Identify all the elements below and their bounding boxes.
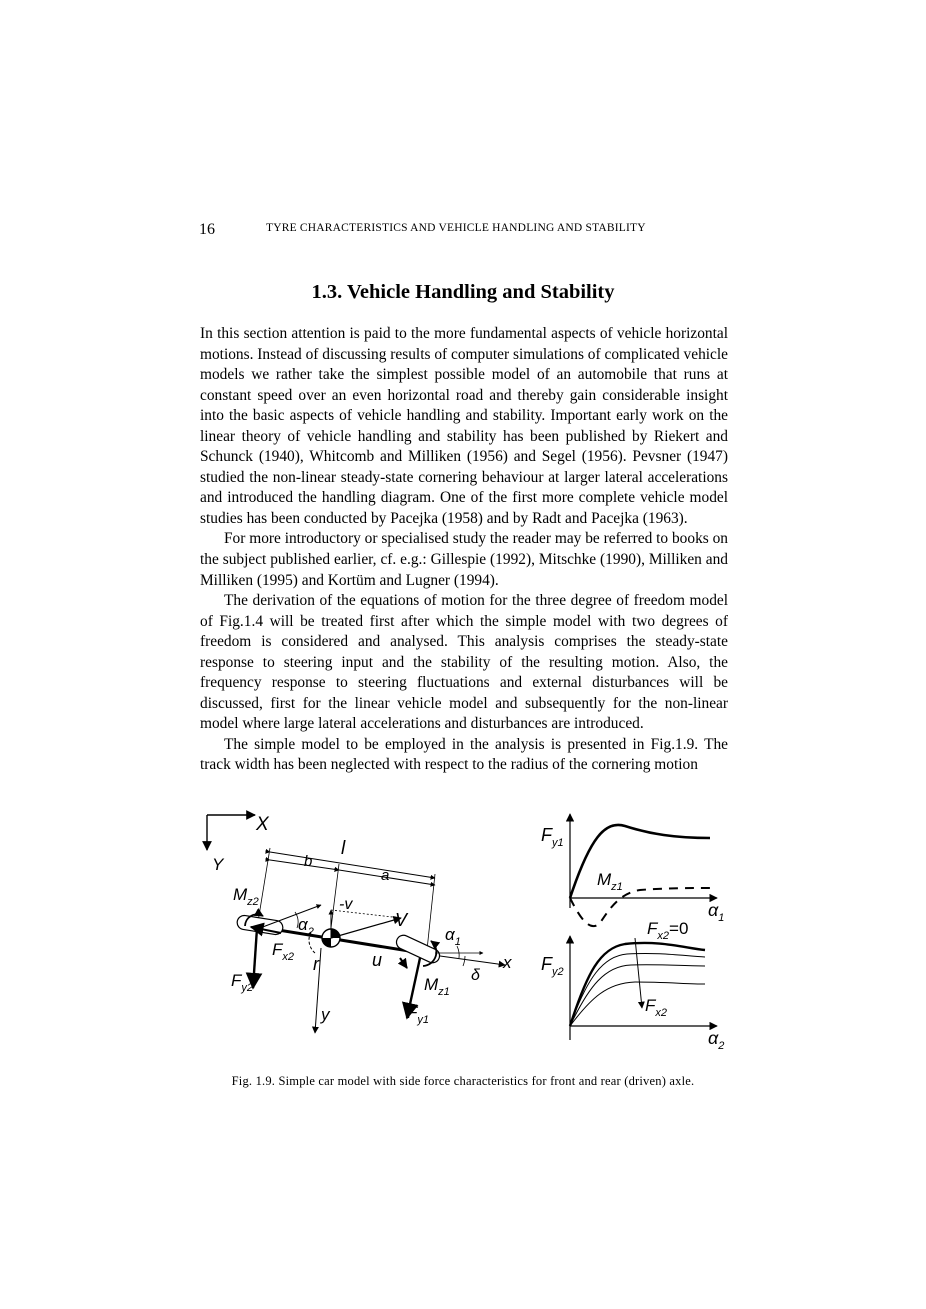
figure-caption: Fig. 1.9. Simple car model with side force characteristics for front and rear (driven) axle. (231, 1074, 695, 1088)
label-Fx2: $F_{x2}$ (272, 940, 295, 963)
figure-car-model (195, 808, 735, 1053)
label-X: X (256, 814, 269, 835)
delta-arc (463, 956, 465, 966)
label-Mz2: $M_{z2}$ (233, 885, 259, 908)
body-text (200, 324, 728, 776)
Fx2-zero-label: $F_{x2}=0$ (647, 919, 689, 942)
label-Y: Y (212, 855, 224, 874)
paragraph-3: The derivation of the equations of motion for the three degree of freedom model of Fig.1.4 will be treated first after which the simple model with two degrees of freedom is considered and analysed. This analysis comprises the steady-state response to steering input and the stability of the resulting motion. Also, the frequency response to steering fluctuations and external disturbances will be discussed, first for the linear vehicle model and subsequently for the non-linear model where large lateral accelerations and disturbances are introduced. (200, 592, 728, 733)
rear-velocity-arrow (260, 905, 321, 928)
front-axle-chart (541, 814, 724, 926)
rear-chart-alpha2-label: $\alpha_2$ (708, 1028, 725, 1052)
label-alpha1: $\alpha_1$ (445, 925, 461, 948)
velocity-V-arrow (331, 918, 401, 938)
extension-front (427, 874, 435, 950)
label-Fy1: $F_{y1}$ (407, 1003, 430, 1026)
Fx2-arrow-label: $F_{x2}$ (645, 996, 668, 1019)
label-delta: δ (471, 967, 480, 984)
extension-rear (257, 848, 270, 928)
label-Mz1: $M_{z1}$ (424, 975, 450, 998)
car-model-diagram (207, 814, 512, 1033)
label-x: x (503, 953, 512, 972)
label-u: u (372, 950, 383, 970)
Fx2-increase-arrow (635, 938, 642, 1008)
figure-svg (195, 808, 735, 1053)
paragraph-2: For more introductory or specialised study the reader may be referred to books on the subject published earlier, cf. e.g.: Gillespie (1992), Mitschke (1990), Milliken and Milliken (1995) and Kortüm and Lugner (1994). (200, 530, 728, 589)
label-V: V (395, 910, 408, 930)
extension-cg (331, 864, 339, 928)
rear-axle-chart (541, 919, 724, 1052)
label-alpha2: $\alpha_2$ (298, 915, 314, 938)
label-l: l (341, 838, 346, 859)
section-title: 1.3. Vehicle Handling and Stability (311, 281, 615, 303)
page-number: 16 (199, 221, 215, 238)
front-Fy1-curve (570, 825, 710, 898)
front-chart-alpha1-label: $\alpha_1$ (708, 900, 725, 924)
front-chart-Mz1-label: $M_{z1}$ (597, 870, 623, 893)
paragraph-1: In this section attention is paid to the more fundamental aspects of vehicle horizontal motions. Instead of discussing results of computer simulations of complicated vehicle models we rather take the simplest possible model of an automobile that runs at constant speed over an even horizontal road and thereby gain considerable insight into the basic aspects of vehicle handling and stability. Important early work on the linear theory of vehicle handling and stability has been published by Riekert and Schunck (1940), Whitcomb and Milliken (1956) and Segel (1956). Pevsner (1947) studied the non-linear steady-state cornering behaviour at larger lateral accelerations and introduced the handling diagram. One of the first more complete vehicle model studies has been conducted by Pacejka (1958) and by Radt and Pacejka (1963). (200, 325, 728, 527)
label-b: b (304, 853, 313, 870)
running-title: TYRE CHARACTERISTICS AND VEHICLE HANDLING AND STABILITY (266, 222, 646, 234)
paragraph-4: The simple model to be employed in the analysis is presented in Fig.1.9. The track width has been neglected with respect to the radius of the cornering motion (200, 735, 728, 774)
front-chart-Fy1-label: $F_{y1}$ (541, 825, 564, 849)
moment-Mz1-tail (400, 958, 407, 968)
label-neg-v: -v (339, 896, 353, 913)
label-r: r (313, 954, 319, 974)
rear-Fy2-curve-3 (570, 982, 705, 1026)
cg-quadrant-2 (322, 938, 331, 947)
label-a: a (381, 867, 390, 884)
dimension-l (270, 852, 435, 878)
label-Fy2: $F_{y2}$ (231, 971, 254, 994)
body-x-axis (440, 956, 505, 965)
front-Mz1-curve (570, 888, 710, 926)
force-Fy2-arrow (253, 928, 257, 988)
label-y: y (321, 1005, 330, 1024)
rear-chart-Fy2-label: $F_{y2}$ (541, 954, 564, 978)
